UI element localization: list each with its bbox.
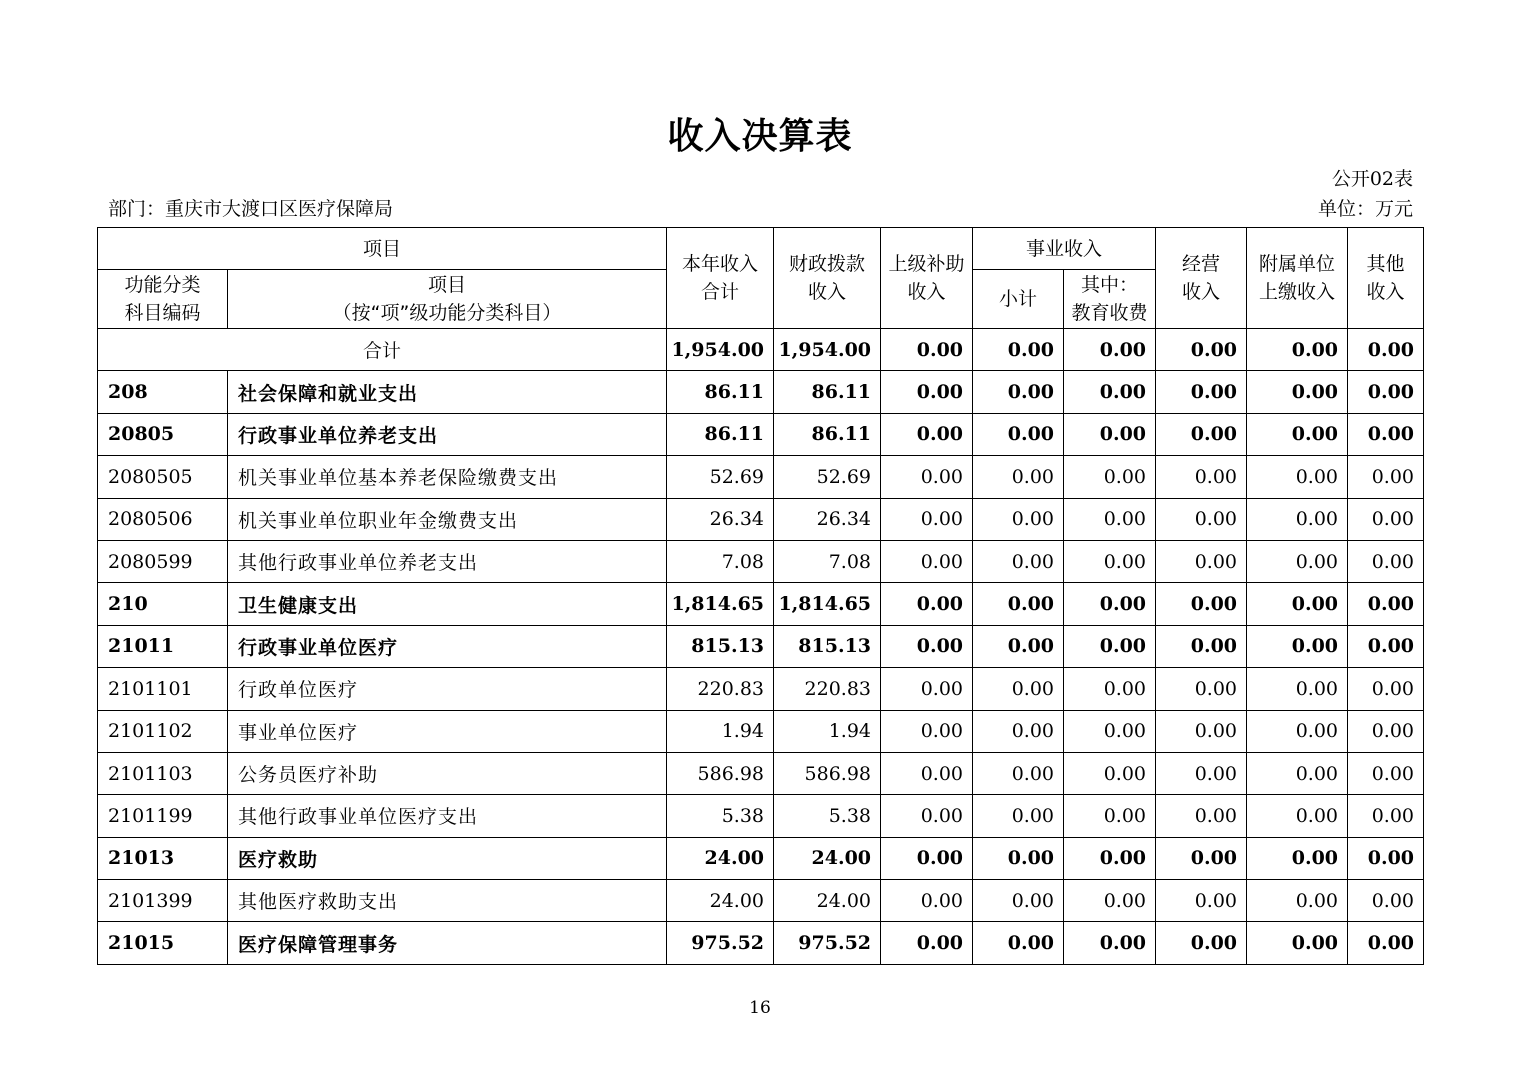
row-value: 0.00 <box>1156 922 1247 964</box>
row-value: 5.38 <box>774 795 881 837</box>
table-row <box>98 710 1424 752</box>
department-label: 部门：重庆市大渡口区医疗保障局 <box>108 198 394 220</box>
total-value: 0.00 <box>973 329 1064 371</box>
row-value: 0.00 <box>973 540 1064 582</box>
row-code: 2101399 <box>98 880 228 922</box>
row-name: 医疗保障管理事务 <box>228 922 667 964</box>
document-title: 收入决算表 <box>667 116 853 157</box>
row-value: 0.00 <box>1064 583 1156 625</box>
row-value: 0.00 <box>1247 583 1348 625</box>
row-value: 86.11 <box>667 371 774 413</box>
row-value: 0.00 <box>973 456 1064 498</box>
row-value: 0.00 <box>881 922 973 964</box>
row-value: 0.00 <box>1247 456 1348 498</box>
row-value: 24.00 <box>774 880 881 922</box>
row-value: 0.00 <box>1348 880 1424 922</box>
row-value: 0.00 <box>1247 540 1348 582</box>
row-value: 0.00 <box>881 880 973 922</box>
row-value: 24.00 <box>667 837 774 879</box>
row-value: 0.00 <box>973 625 1064 667</box>
row-name: 行政事业单位医疗 <box>228 625 667 667</box>
total-value: 1,954.00 <box>774 329 881 371</box>
row-value: 0.00 <box>1247 668 1348 710</box>
row-value: 24.00 <box>774 837 881 879</box>
row-value: 0.00 <box>1348 668 1424 710</box>
header-total: 本年收入 合计 <box>667 228 774 329</box>
row-value: 0.00 <box>1064 498 1156 540</box>
row-value: 26.34 <box>774 498 881 540</box>
total-value: 0.00 <box>1156 329 1247 371</box>
row-value: 0.00 <box>881 583 973 625</box>
row-value: 1,814.65 <box>667 583 774 625</box>
row-value: 0.00 <box>1247 625 1348 667</box>
row-code: 20805 <box>98 413 228 455</box>
row-value: 0.00 <box>973 371 1064 413</box>
row-value: 0.00 <box>1156 795 1247 837</box>
row-value: 0.00 <box>1348 371 1424 413</box>
row-value: 0.00 <box>881 710 973 752</box>
table-row <box>98 413 1424 455</box>
row-name: 其他行政事业单位医疗支出 <box>228 795 667 837</box>
row-value: 86.11 <box>774 371 881 413</box>
row-value: 0.00 <box>1156 371 1247 413</box>
row-name: 其他医疗救助支出 <box>228 880 667 922</box>
row-value: 0.00 <box>1156 710 1247 752</box>
row-value: 0.00 <box>1348 540 1424 582</box>
header-fiscal: 财政拨款 收入 <box>774 228 881 329</box>
row-value: 0.00 <box>1247 371 1348 413</box>
row-value: 815.13 <box>774 625 881 667</box>
row-value: 0.00 <box>973 752 1064 794</box>
table-row <box>98 498 1424 540</box>
row-value: 0.00 <box>1247 498 1348 540</box>
income-table <box>97 227 1424 965</box>
row-value: 815.13 <box>667 625 774 667</box>
row-name: 社会保障和就业支出 <box>228 371 667 413</box>
row-value: 0.00 <box>1064 922 1156 964</box>
table-row <box>98 795 1424 837</box>
header-operating: 经营 收入 <box>1156 228 1247 329</box>
row-value: 0.00 <box>1064 795 1156 837</box>
row-value: 0.00 <box>973 583 1064 625</box>
header-subtotal: 小计 <box>973 270 1064 329</box>
row-value: 0.00 <box>881 498 973 540</box>
row-value: 0.00 <box>973 413 1064 455</box>
row-value: 0.00 <box>1156 880 1247 922</box>
row-value: 0.00 <box>1156 837 1247 879</box>
row-value: 1.94 <box>774 710 881 752</box>
row-value: 0.00 <box>881 540 973 582</box>
row-value: 52.69 <box>667 456 774 498</box>
row-value: 0.00 <box>881 837 973 879</box>
table-row <box>98 625 1424 667</box>
row-name: 其他行政事业单位养老支出 <box>228 540 667 582</box>
row-name: 机关事业单位基本养老保险缴费支出 <box>228 456 667 498</box>
row-value: 0.00 <box>1064 710 1156 752</box>
row-value: 0.00 <box>1064 413 1156 455</box>
row-value: 0.00 <box>1064 752 1156 794</box>
table-row <box>98 837 1424 879</box>
total-value: 0.00 <box>881 329 973 371</box>
row-value: 1,814.65 <box>774 583 881 625</box>
row-value: 24.00 <box>667 880 774 922</box>
row-value: 0.00 <box>973 668 1064 710</box>
row-code: 2101102 <box>98 710 228 752</box>
row-value: 0.00 <box>973 498 1064 540</box>
header-superior: 上级补助 收入 <box>881 228 973 329</box>
row-value: 0.00 <box>973 795 1064 837</box>
row-value: 0.00 <box>881 371 973 413</box>
row-code: 2080505 <box>98 456 228 498</box>
row-code: 210 <box>98 583 228 625</box>
row-value: 0.00 <box>1156 456 1247 498</box>
row-value: 26.34 <box>667 498 774 540</box>
row-value: 586.98 <box>774 752 881 794</box>
row-value: 0.00 <box>1064 668 1156 710</box>
row-value: 0.00 <box>1064 880 1156 922</box>
header-item: 项目 （按“项”级功能分类科目） <box>228 270 667 329</box>
row-value: 52.69 <box>774 456 881 498</box>
row-value: 7.08 <box>774 540 881 582</box>
row-value: 0.00 <box>1247 880 1348 922</box>
header-code: 功能分类 科目编码 <box>98 270 228 329</box>
row-code: 2080599 <box>98 540 228 582</box>
row-value: 0.00 <box>1348 710 1424 752</box>
row-value: 0.00 <box>1348 413 1424 455</box>
row-value: 0.00 <box>1064 837 1156 879</box>
row-value: 0.00 <box>973 922 1064 964</box>
row-value: 220.83 <box>774 668 881 710</box>
row-value: 0.00 <box>1156 625 1247 667</box>
row-value: 0.00 <box>1348 498 1424 540</box>
row-name: 卫生健康支出 <box>228 583 667 625</box>
row-name: 医疗救助 <box>228 837 667 879</box>
row-value: 975.52 <box>667 922 774 964</box>
row-value: 0.00 <box>1348 456 1424 498</box>
total-value: 1,954.00 <box>667 329 774 371</box>
row-value: 0.00 <box>973 837 1064 879</box>
row-value: 86.11 <box>774 413 881 455</box>
row-value: 0.00 <box>1064 371 1156 413</box>
row-value: 0.00 <box>881 456 973 498</box>
row-value: 7.08 <box>667 540 774 582</box>
row-value: 86.11 <box>667 413 774 455</box>
table-row <box>98 540 1424 582</box>
row-value: 220.83 <box>667 668 774 710</box>
header-project: 项目 <box>98 228 667 270</box>
row-code: 2101103 <box>98 752 228 794</box>
row-value: 0.00 <box>1247 752 1348 794</box>
row-code: 21015 <box>98 922 228 964</box>
row-value: 0.00 <box>1156 540 1247 582</box>
row-value: 0.00 <box>881 625 973 667</box>
row-value: 0.00 <box>973 710 1064 752</box>
unit-label: 单位：万元 <box>1317 198 1413 220</box>
row-value: 0.00 <box>1156 583 1247 625</box>
row-value: 0.00 <box>1247 795 1348 837</box>
table-row <box>98 668 1424 710</box>
row-code: 2101101 <box>98 668 228 710</box>
total-value: 0.00 <box>1348 329 1424 371</box>
row-value: 586.98 <box>667 752 774 794</box>
row-value: 0.00 <box>973 880 1064 922</box>
row-value: 0.00 <box>881 752 973 794</box>
total-label: 合计 <box>98 329 667 371</box>
row-code: 21011 <box>98 625 228 667</box>
header-business: 事业收入 <box>973 228 1156 270</box>
row-value: 0.00 <box>1247 922 1348 964</box>
row-value: 0.00 <box>1064 456 1156 498</box>
header-edu: 其中： 教育收费 <box>1064 270 1156 329</box>
row-value: 0.00 <box>1348 625 1424 667</box>
total-value: 0.00 <box>1064 329 1156 371</box>
table-row <box>98 880 1424 922</box>
row-value: 5.38 <box>667 795 774 837</box>
row-value: 1.94 <box>667 710 774 752</box>
row-code: 2080506 <box>98 498 228 540</box>
row-value: 0.00 <box>1348 583 1424 625</box>
row-value: 0.00 <box>1348 922 1424 964</box>
page-number: 16 <box>749 998 771 1018</box>
row-value: 0.00 <box>881 795 973 837</box>
row-value: 0.00 <box>1247 837 1348 879</box>
row-value: 0.00 <box>1156 752 1247 794</box>
header-other: 其他 收入 <box>1348 228 1424 329</box>
table-row <box>98 583 1424 625</box>
table-row <box>98 456 1424 498</box>
row-value: 0.00 <box>1064 625 1156 667</box>
row-value: 0.00 <box>1348 752 1424 794</box>
row-code: 21013 <box>98 837 228 879</box>
row-code: 2101199 <box>98 795 228 837</box>
row-value: 0.00 <box>1156 413 1247 455</box>
row-value: 0.00 <box>881 413 973 455</box>
row-value: 0.00 <box>1247 413 1348 455</box>
row-code: 208 <box>98 371 228 413</box>
table-row <box>98 922 1424 964</box>
header-affiliated: 附属单位 上缴收入 <box>1247 228 1348 329</box>
row-value: 0.00 <box>1156 668 1247 710</box>
row-value: 0.00 <box>881 668 973 710</box>
row-name: 公务员医疗补助 <box>228 752 667 794</box>
total-row <box>98 329 1424 371</box>
row-value: 0.00 <box>1348 837 1424 879</box>
row-value: 975.52 <box>774 922 881 964</box>
row-name: 事业单位医疗 <box>228 710 667 752</box>
row-value: 0.00 <box>1247 710 1348 752</box>
total-value: 0.00 <box>1247 329 1348 371</box>
form-number: 公开02表 <box>1331 168 1413 190</box>
row-name: 行政单位医疗 <box>228 668 667 710</box>
row-value: 0.00 <box>1156 498 1247 540</box>
table-row <box>98 752 1424 794</box>
table-row <box>98 371 1424 413</box>
row-name: 行政事业单位养老支出 <box>228 413 667 455</box>
row-name: 机关事业单位职业年金缴费支出 <box>228 498 667 540</box>
row-value: 0.00 <box>1064 540 1156 582</box>
row-value: 0.00 <box>1348 795 1424 837</box>
